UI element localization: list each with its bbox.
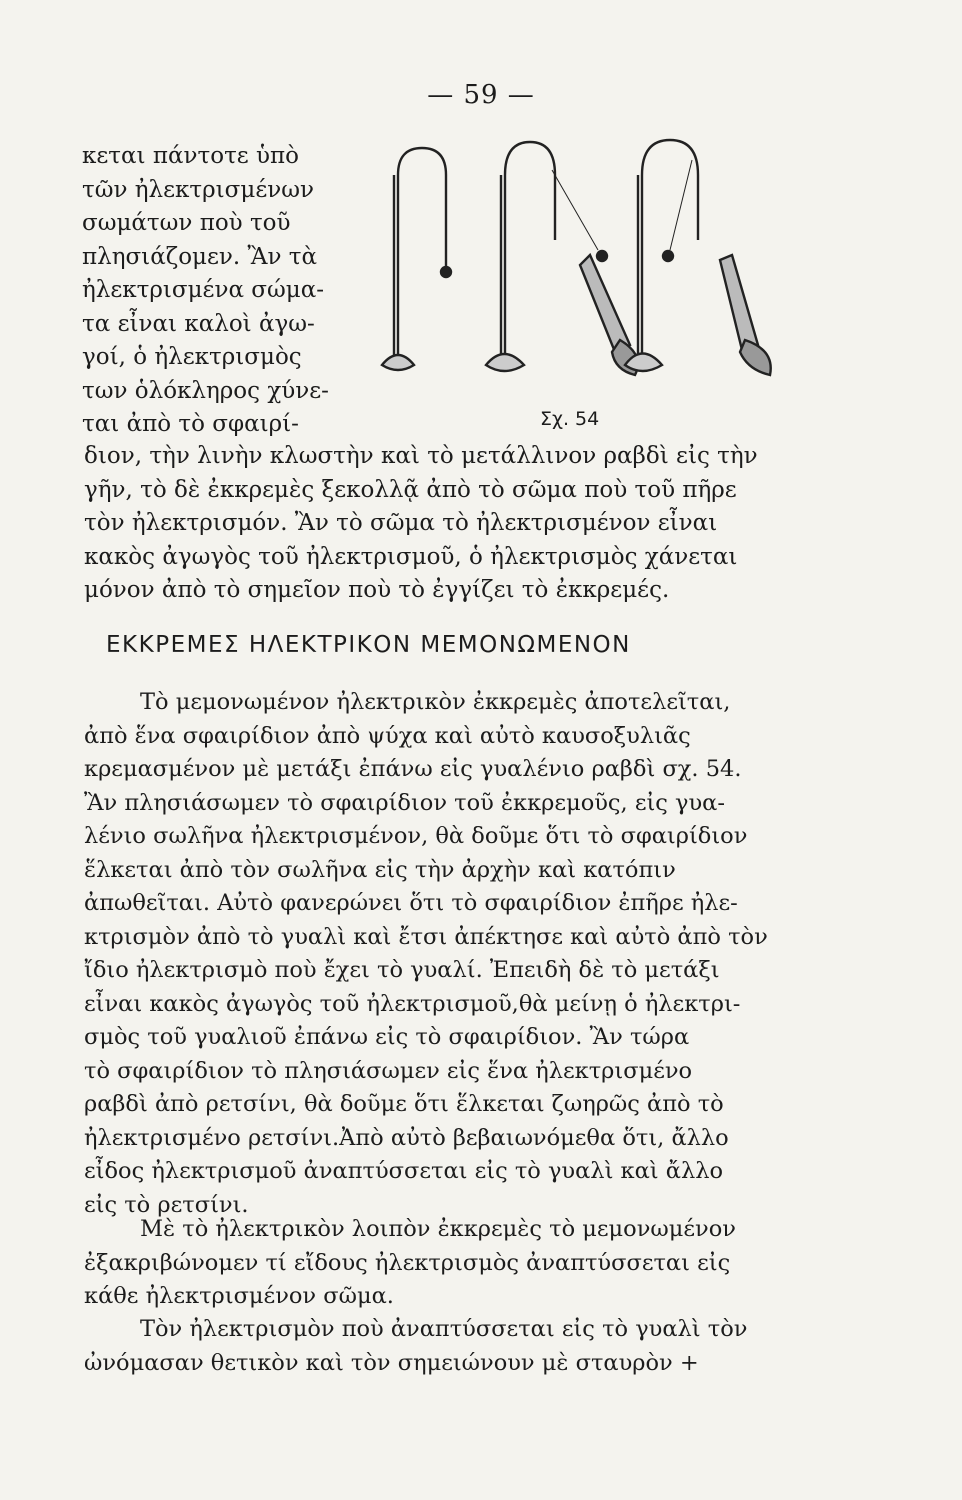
text-line: τῶν ἠλεκτρισμένων [82, 176, 314, 203]
text-line: ἴδιο ἠλεκτρισμὸ ποὺ ἔχει τὸ γυαλί. Ἐπειδὴ δὲ τὸ μετάξι [84, 957, 720, 983]
figure-caption: Σχ. 54 [540, 408, 600, 430]
text-line: ἕλκεται ἀπὸ τὸν σωλῆνα εἰς τὴν ἀρχὴν καὶ κατόπιν [84, 856, 676, 883]
text-line: εἶδος ἠλεκτρισμοῦ ἀναπτύσσεται εἰς τὸ γυαλὶ καὶ ἄλλο [84, 1158, 724, 1184]
text-line: κάθε ἠλεκτρισμένον σῶμα. [84, 1283, 394, 1309]
text-line: των ὁλόκληρος χύνε- [82, 377, 329, 404]
text-line: τα εἶναι καλοὶ ἀγω- [82, 310, 315, 337]
text-line: κρεμασμένον μὲ μετάξι ἐπάνω εἰς γυαλένιο ραβδὶ σχ. 54. [84, 756, 742, 782]
paragraph-1 [84, 440, 824, 608]
section-heading: ΕΚΚΡΕΜΕΣ ΗΛΕΚΤΡΙΚΟΝ ΜΕΜΟΝΩΜΕΝΟΝ [106, 632, 631, 658]
pendulum-stand-1 [382, 148, 451, 370]
text-line: γῆν, τὸ δὲ ἐκκρεμὲς ξεκολλᾷ ἀπὸ τὸ σῶμα ποὺ τοῦ πῆρε [84, 476, 737, 503]
text-line: Τὸ μεμονωμένον ἠλεκτρικὸν ἐκκρεμὲς ἀποτελεῖται, [140, 689, 731, 715]
text-line: πλησιάζομεν. Ἂν τὰ [82, 243, 318, 270]
text-line: Ἂν πλησιάσωμεν τὸ σφαιρίδιον τοῦ ἐκκρεμοῦς, εἰς γυα- [84, 789, 725, 816]
text-line: ἀπὸ ἕνα σφαιρίδιον ἀπὸ ψύχα καὶ αὐτὸ καυσοξυλιᾶς [84, 722, 691, 749]
text-line: τὸν ἠλεκτρισμόν. Ἂν τὸ σῶμα τὸ ἠλεκτρισμένον εἶναι [84, 510, 718, 536]
text-line: κτρισμὸν ἀπὸ τὸ γυαλὶ καὶ ἔτσι ἀπέκτησε καὶ αὐτὸ ἀπὸ τὸν [84, 923, 768, 950]
text-line: εἰς τὸ ρετσίνι. [84, 1191, 249, 1218]
text-line: διον, τὴν λινὴν κλωστὴν καὶ τὸ μετάλλινον ραβδὶ εἰς τὴν [84, 443, 758, 469]
text-line: σμὸς τοῦ γυαλιοῦ ἐπάνω εἰς τὸ σφαιρίδιον. Ἂν τώρα [84, 1024, 690, 1050]
text-line: Μὲ τὸ ἠλεκτρικὸν λοιπὸν ἐκκρεμὲς τὸ μεμονωμένον [140, 1216, 736, 1242]
text-line: ται ἀπὸ τὸ σφαιρί- [82, 411, 299, 437]
paragraph-2 [84, 686, 824, 1222]
text-line: κακὸς ἀγωγὸς τοῦ ἠλεκτρισμοῦ, ὁ ἠλεκτρισμὸς χάνεται [84, 543, 738, 570]
text-line: σωμάτων ποὺ τοῦ [82, 210, 291, 236]
text-line: ἀπωθεῖται. Αὐτὸ φανερώνει ὅτι τὸ σφαιρίδιον ἐπῆρε ἠλε- [84, 890, 738, 916]
text-line: ραβδὶ ἀπὸ ρετσίνι, θὰ δοῦμε ὅτι ἕλκεται ζωηρῶς ἀπὸ τὸ [84, 1091, 724, 1117]
text-line: ὠνόμασαν θετικὸν καὶ τὸν σημειώνουν μὲ σταυρὸν + [84, 1349, 699, 1376]
text-line: λένιο σωλῆνα ἠλεκτρισμένον, θὰ δοῦμε ὅτι τὸ σφαιρίδιον [84, 823, 748, 849]
text-line: ἠλεκτρισμένα σώμα- [82, 277, 325, 303]
paragraph-4 [84, 1313, 824, 1380]
text-line: Τὸν ἠλεκτρισμὸν ποὺ ἀναπτύσσεται εἰς τὸ γυαλὶ τὸν [140, 1316, 748, 1342]
text-line: κεται πάντοτε ὑπὸ [82, 143, 299, 169]
text-line: γοί, ὁ ἠλεκτρισμὸς [82, 344, 302, 370]
text-line: τὸ σφαιρίδιον τὸ πλησιάσωμεν εἰς ἕνα ἠλεκτρισμένο [84, 1057, 693, 1084]
pendulum-stand-2 [486, 142, 638, 375]
paragraph-3 [84, 1213, 824, 1314]
pendulum-stand-3 [625, 140, 771, 375]
pendulum-figure [380, 130, 820, 430]
text-line: ἐξακριβώνομεν τί εἴδους ἠλεκτρισμὸς ἀναπτύσσεται εἰς [84, 1249, 731, 1276]
text-line: μόνον ἀπὸ τὸ σημεῖον ποὺ τὸ ἐγγίζει τὸ ἐκκρεμές. [84, 577, 670, 603]
text-line: εἶναι κακὸς ἀγωγὸς τοῦ ἠλεκτρισμοῦ,θὰ μείνῃ ὁ ἠλεκτρι- [84, 990, 741, 1017]
wrapped-text-beside-figure [82, 140, 382, 442]
text-line: ἠλεκτρισμένο ρετσίνι.Ἀπὸ αὐτὸ βεβαιωνόμεθα ὅτι, ἄλλο [84, 1124, 729, 1151]
page-number: — 59 — [427, 80, 535, 110]
